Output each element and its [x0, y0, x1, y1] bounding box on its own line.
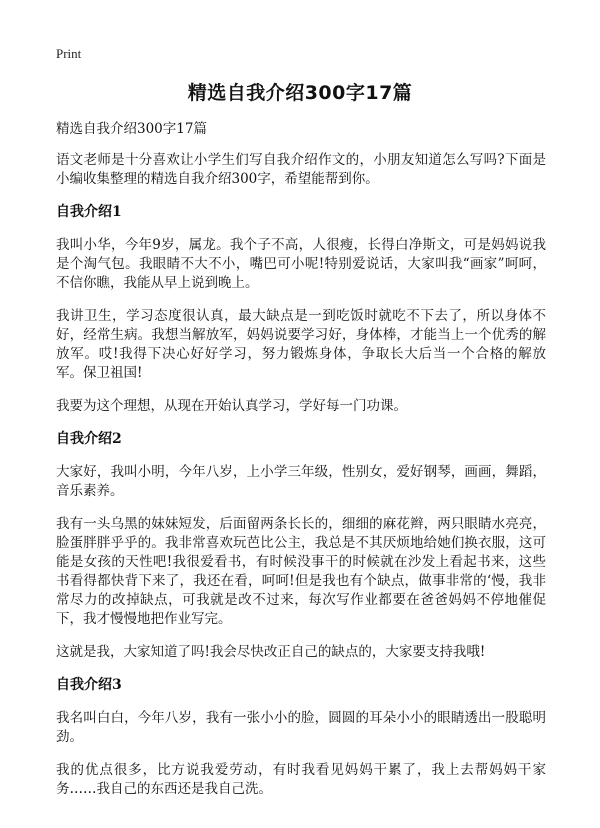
- paragraph: 大家好，我叫小明，今年八岁，上小学三年级，性别女，爱好钢琴，画画，舞蹈，音乐素养。: [56, 464, 546, 499]
- document-subtitle: 精选自我介绍300字17篇: [56, 121, 207, 137]
- paragraph: 这就是我，大家知道了吗!我会尽快改正自己的缺点的，大家要支持我哦!: [56, 644, 486, 660]
- paragraph: 我有一头乌黑的妹妹短发，后面留两条长长的，细细的麻花辫，两只眼睛水亮亮，脸蛋胖胖乎乎的。我非常喜欢玩芭比公主，我总是不其厌烦地给她们换衣服，这可能是女孩的天性吧!我很爱看书，有时候没事干的时候就在沙发上看起书来，这些书看得都快背下来了，我还在看，呵呵!但是我也有个缺点，做事非常的‘慢，我非常尽力的改掉缺点，可我就是改不过来，每次写作业都要在爸爸妈妈不停地催促下，我才慢慢地把作业写完。: [56, 516, 546, 627]
- print-link[interactable]: Print: [56, 46, 82, 61]
- section-heading: 自我介绍2: [56, 431, 122, 447]
- document-title: 精选自我介绍300字17篇: [187, 82, 413, 104]
- section-1: [56, 203, 546, 416]
- section-3: [56, 676, 546, 799]
- section-2: [56, 430, 546, 662]
- paragraph: 我讲卫生，学习态度很认真，最大缺点是一到吃饭时就吃不下去了，所以身体不好，经常生病。我想当解放军，妈妈说要学习好，身体棒，才能当上一个优秀的解放军。哎!我得下决心好好学习，努力锻炼身体，争取长大后当一个合格的解放军。保卫祖国!: [56, 308, 546, 381]
- intro-paragraph: 语文老师是十分喜欢让小学生们写自我介绍作文的，小朋友知道怎么写吗?下面是小编收集整理的精选自我介绍300字，希望能帮到你。: [56, 152, 546, 187]
- section-heading: 自我介绍3: [56, 677, 122, 693]
- section-heading: 自我介绍1: [56, 204, 122, 220]
- paragraph: 我名叫白白，今年八岁，我有一张小小的脸，圆圆的耳朵小小的眼睛透出一股聪明劲。: [56, 710, 546, 745]
- document-body: [56, 120, 546, 813]
- paragraph: 我的优点很多，比方说我爱劳动，有时我看见妈妈干累了，我上去帮妈妈干家务……我自己的东西还是我自己洗。: [56, 762, 546, 797]
- paragraph: 我要为这个理想，从现在开始认真学习，学好每一门功课。: [56, 398, 407, 414]
- paragraph: 我叫小华，今年9岁，属龙。我个子不高，人很瘦，长得白净斯文，可是妈妈说我是个淘气包。我眼睛不大不小，嘴巴可小呢!特别爱说话，大家叫我“画家”呵呵，不信你瞧，我能从早上说到晚上。: [56, 237, 546, 291]
